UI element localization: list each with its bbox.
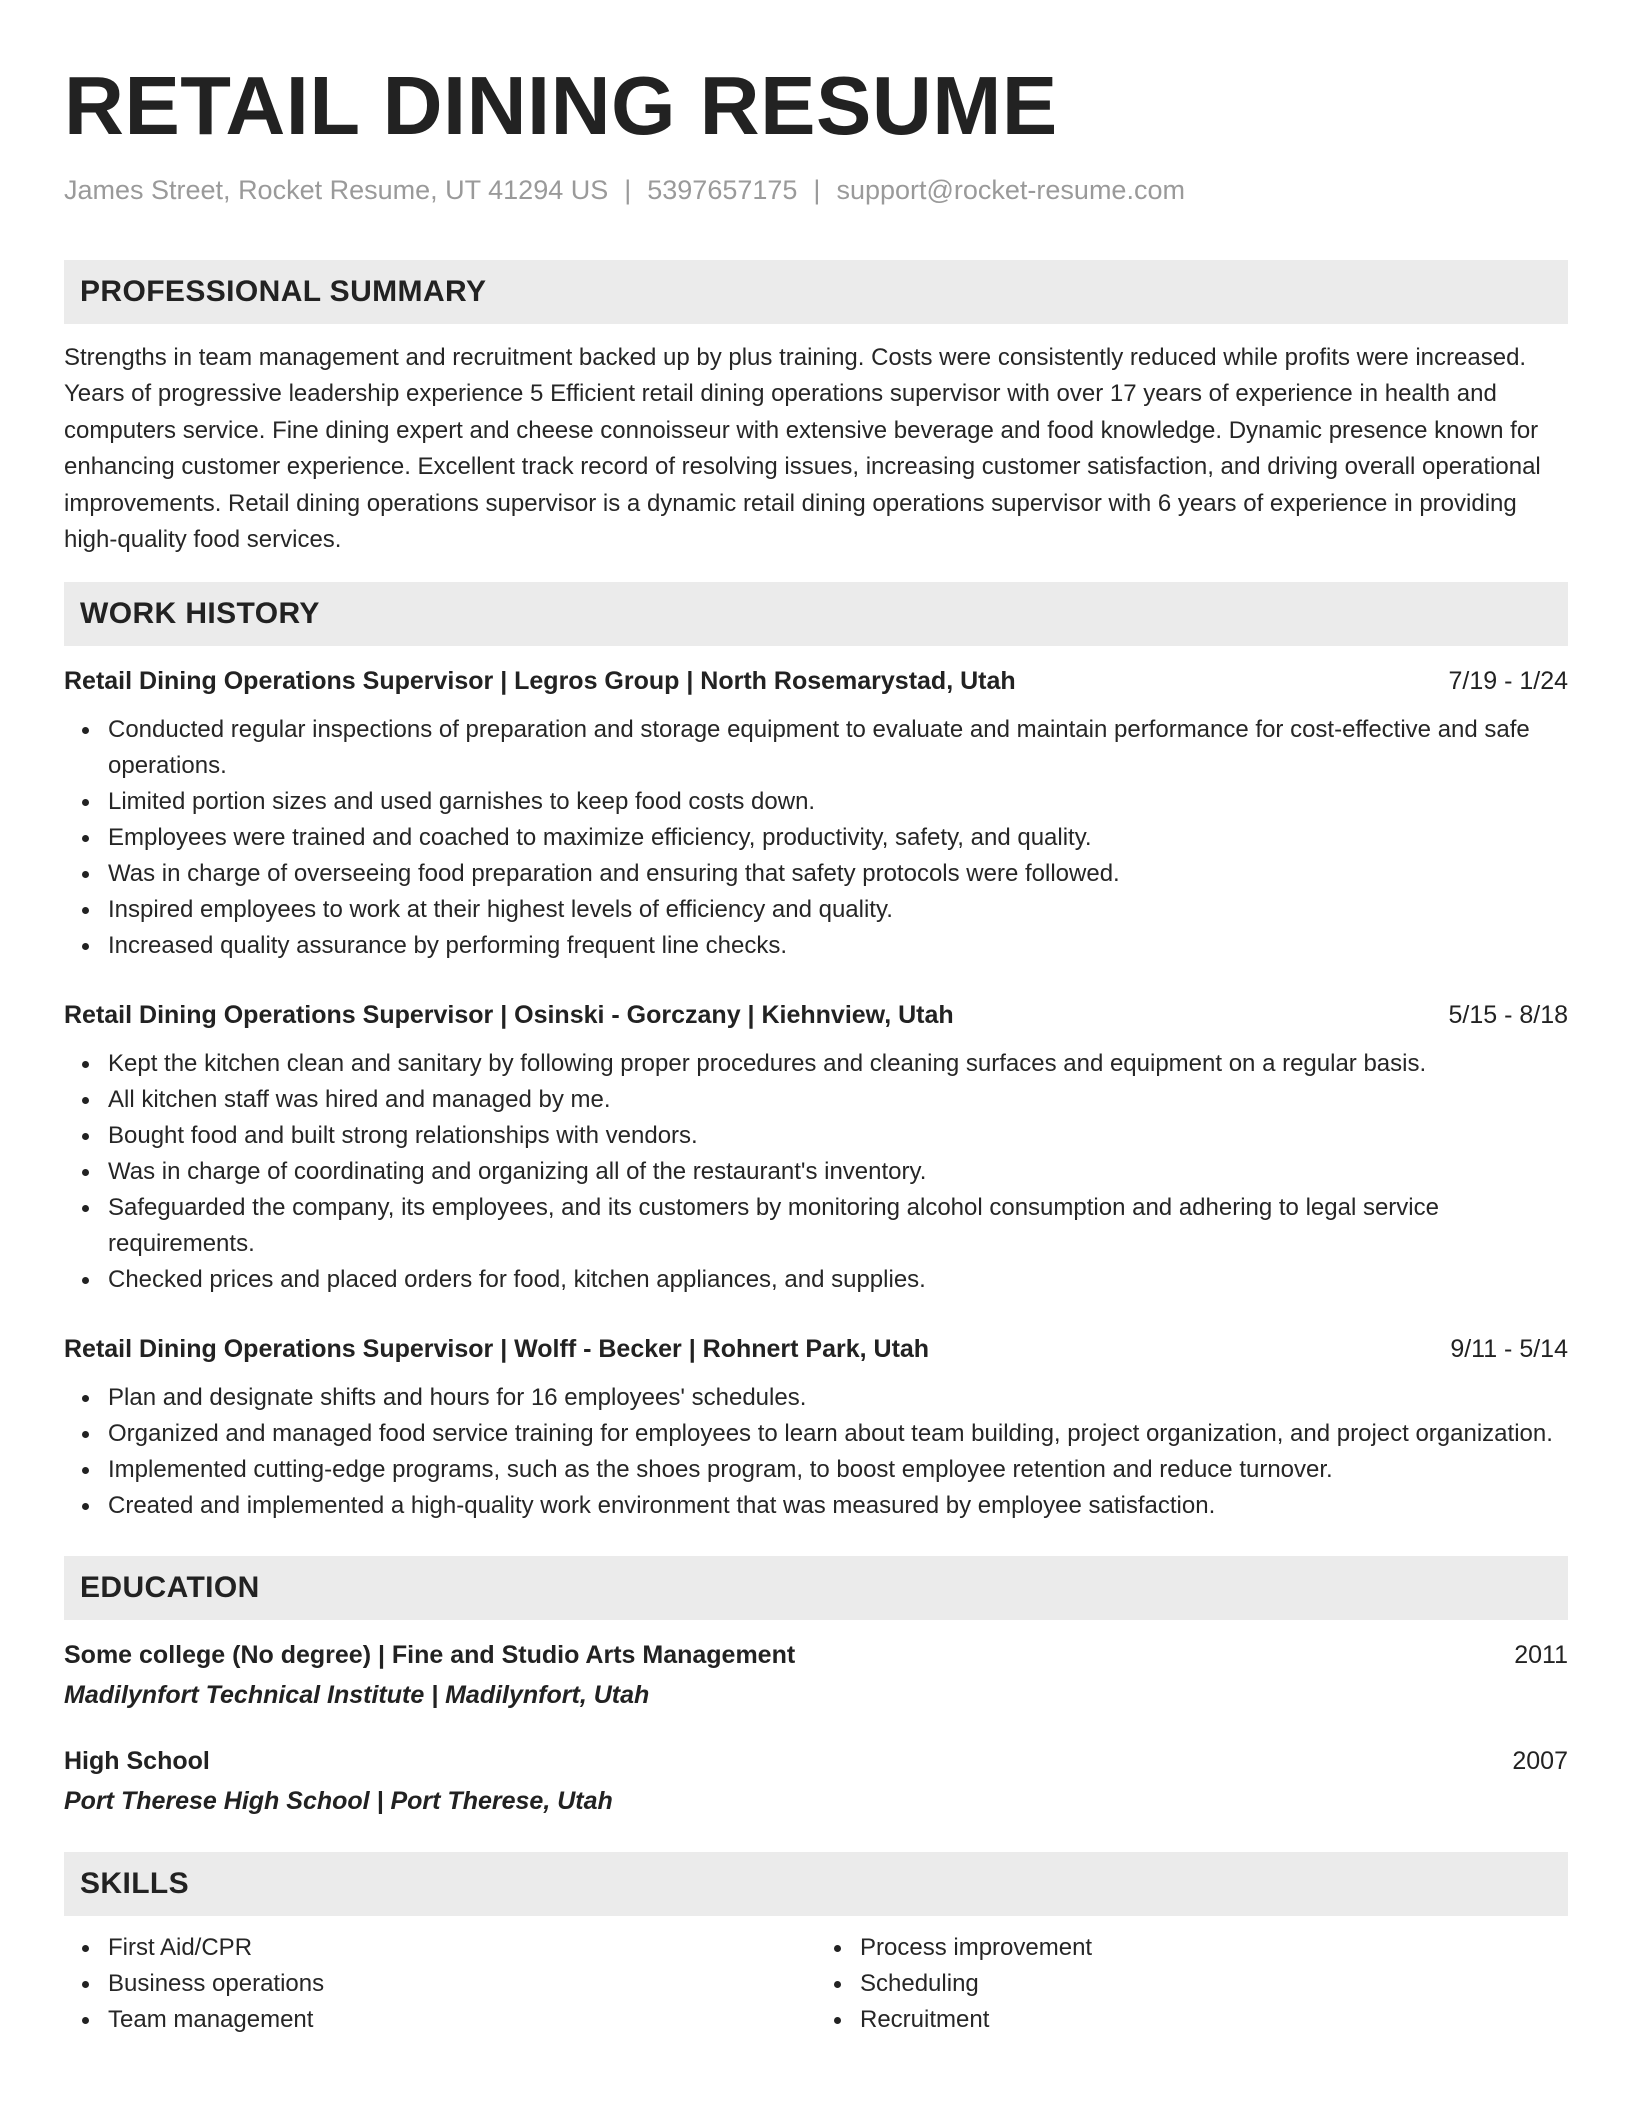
job-bullet: Employees were trained and coached to maximize efficiency, productivity, safety, and quality. — [108, 820, 1568, 856]
education-year: 2007 — [1512, 1747, 1568, 1776]
job-title: Retail Dining Operations Supervisor | Legros Group | North Rosemarystad, Utah — [64, 667, 1016, 696]
job-title: Retail Dining Operations Supervisor | Osinski - Gorczany | Kiehnview, Utah — [64, 1001, 954, 1030]
skill-item: First Aid/CPR — [108, 1930, 816, 1966]
job-entry — [64, 664, 1568, 964]
section-header-summary: PROFESSIONAL SUMMARY — [64, 260, 1568, 324]
education-year: 2011 — [1514, 1641, 1568, 1670]
skill-item: Team management — [108, 2002, 816, 2038]
job-bullets — [64, 712, 1568, 964]
job-dates: 9/11 - 5/14 — [1450, 1335, 1568, 1364]
skill-item: Process improvement — [860, 1930, 1568, 1966]
skill-item: Recruitment — [860, 2002, 1568, 2038]
education-entry — [64, 1744, 1568, 1820]
job-bullet: Increased quality assurance by performing frequent line checks. — [108, 928, 1568, 964]
education-title-row — [64, 1638, 1568, 1672]
skills-column-right — [816, 1930, 1568, 2038]
education-entry — [64, 1638, 1568, 1714]
education-school: Madilynfort Technical Institute | Madilynfort, Utah — [64, 1681, 650, 1710]
contact-separator: | — [813, 175, 821, 205]
section-header-work-history: WORK HISTORY — [64, 582, 1568, 646]
contact-separator: | — [624, 175, 632, 205]
job-bullet: Limited portion sizes and used garnishes to keep food costs down. — [108, 784, 1568, 820]
skill-item: Scheduling — [860, 1966, 1568, 2002]
job-bullet: Organized and managed food service training for employees to learn about team building, project organization, and project organization. — [108, 1416, 1568, 1452]
job-dates: 5/15 - 8/18 — [1448, 1001, 1568, 1030]
section-header-skills: SKILLS — [64, 1852, 1568, 1916]
contact-line — [64, 172, 1568, 208]
contact-address: James Street, Rocket Resume, UT 41294 US — [64, 175, 609, 205]
skill-item: Business operations — [108, 1966, 816, 2002]
job-bullet: Checked prices and placed orders for food, kitchen appliances, and supplies. — [108, 1262, 1568, 1298]
job-bullet: Inspired employees to work at their highest levels of efficiency and quality. — [108, 892, 1568, 928]
job-bullet: Was in charge of overseeing food preparation and ensuring that safety protocols were followed. — [108, 856, 1568, 892]
job-bullet: Was in charge of coordinating and organizing all of the restaurant's inventory. — [108, 1154, 1568, 1190]
contact-email: support@rocket-resume.com — [836, 175, 1185, 205]
job-bullet: Created and implemented a high-quality work environment that was measured by employee satisfaction. — [108, 1488, 1568, 1524]
job-title-row — [64, 998, 1568, 1032]
job-entry — [64, 1332, 1568, 1524]
job-dates: 7/19 - 1/24 — [1448, 667, 1568, 696]
job-entry — [64, 998, 1568, 1298]
job-title-row — [64, 1332, 1568, 1366]
job-bullet: Plan and designate shifts and hours for 16 employees' schedules. — [108, 1380, 1568, 1416]
job-bullet: Conducted regular inspections of preparation and storage equipment to evaluate and maintain performance for cost-effective and safe operations. — [108, 712, 1568, 784]
job-bullet: All kitchen staff was hired and managed by me. — [108, 1082, 1568, 1118]
job-bullets — [64, 1046, 1568, 1298]
contact-phone: 5397657175 — [647, 175, 798, 205]
education-title-row — [64, 1744, 1568, 1778]
summary-text: Strengths in team management and recruitment backed up by plus training. Costs were consistently reduced while profits were increased. Years of progressive leadership experience 5 Efficient retail dining operations supervisor with over 17 years of experience in health and computers service. Fine dining expert and cheese connoisseur with extensive beverage and food knowledge. Dynamic presence known for enhancing customer experience. Excellent track record of resolving issues, increasing customer satisfaction, and driving overall operational improvements. Retail dining operations supervisor is a dynamic retail dining operations supervisor with 6 years of experience in providing high-quality food services. — [64, 344, 1541, 554]
job-bullet: Kept the kitchen clean and sanitary by following proper procedures and cleaning surfaces and equipment on a regular basis. — [108, 1046, 1568, 1082]
job-title-row — [64, 664, 1568, 698]
education-school: Port Therese High School | Port Therese, Utah — [64, 1787, 613, 1816]
job-bullet: Safeguarded the company, its employees, and its customers by monitoring alcohol consumption and adhering to legal service requirements. — [108, 1190, 1568, 1262]
skills-column-left — [64, 1930, 816, 2038]
education-degree: High School — [64, 1747, 210, 1776]
job-bullet: Implemented cutting-edge programs, such as the shoes program, to boost employee retention and reduce turnover. — [108, 1452, 1568, 1488]
education-degree: Some college (No degree) | Fine and Studio Arts Management — [64, 1641, 796, 1670]
skills-grid — [64, 1930, 1568, 2038]
section-header-education: EDUCATION — [64, 1556, 1568, 1620]
resume-title: RETAIL DINING RESUME — [64, 59, 1058, 152]
job-title: Retail Dining Operations Supervisor | Wolff - Becker | Rohnert Park, Utah — [64, 1335, 930, 1364]
job-bullet: Bought food and built strong relationships with vendors. — [108, 1118, 1568, 1154]
job-bullets — [64, 1380, 1568, 1524]
